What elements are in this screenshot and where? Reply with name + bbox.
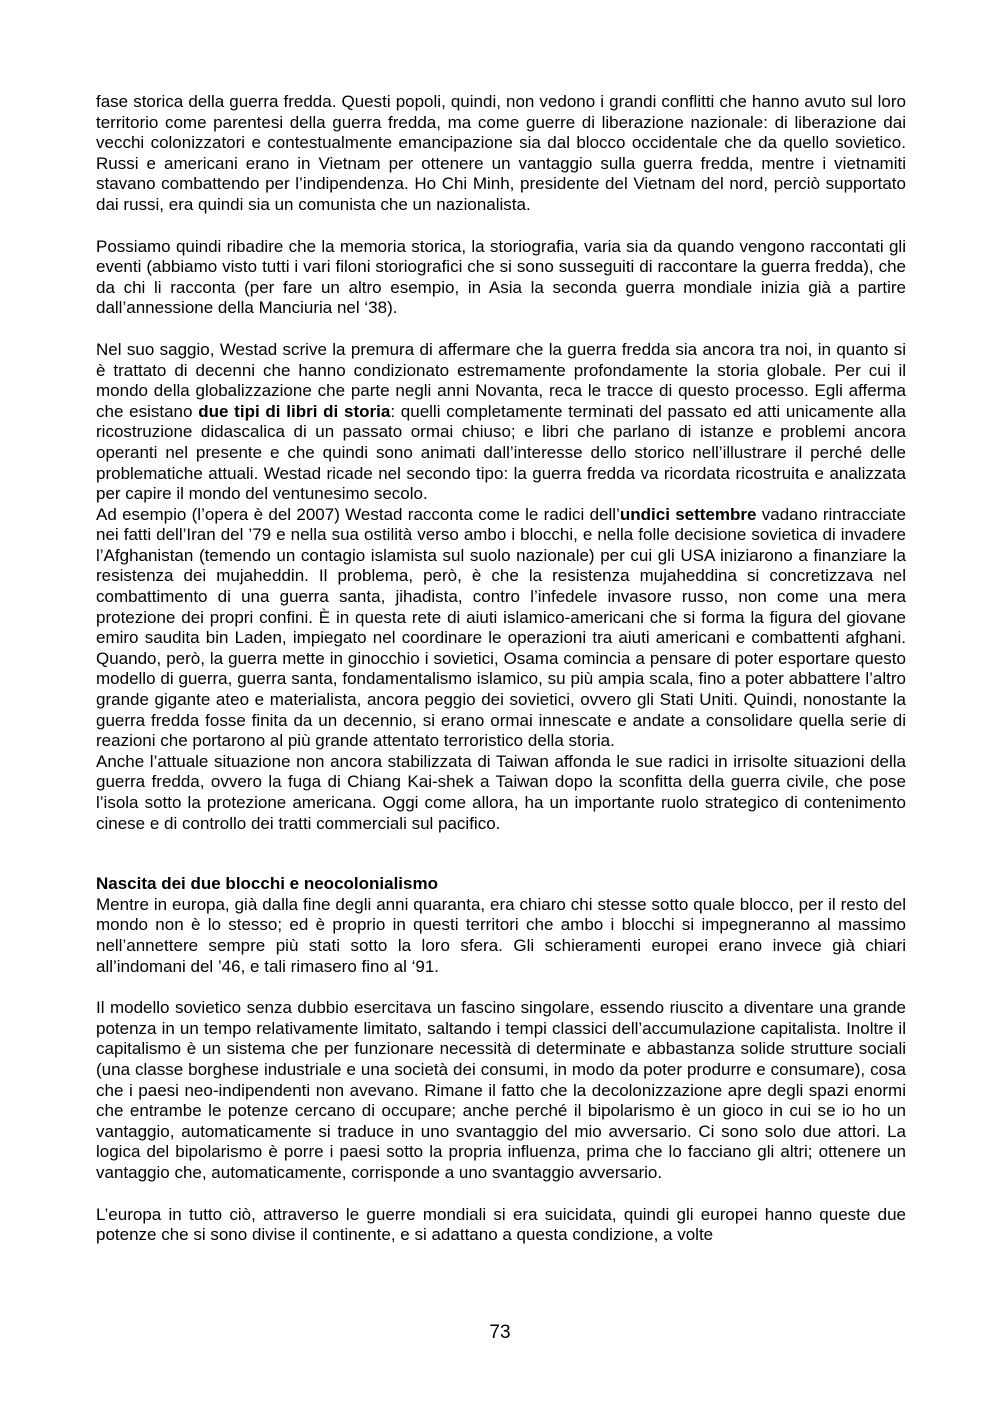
paragraph: Anche l’attuale situazione non ancora stabilizzata di Taiwan affonda le sue radici in irrisolte situazioni della guerra fredda, ovvero la fuga di Chiang Kai-shek a Taiwan dopo la sconfitta della guerra civile, che pose l’isola sotto la protezione americana. Oggi come allora, ha un importante ruolo strategico di contenimento cinese e di controllo dei tratti commerciali sul pacifico. (96, 751, 906, 833)
paragraph-text: : quelli completamente terminati del passato ed atti unicamente alla ricostruzione didascalica di un passato ormai chiuso; e libri che parlano di istanze e problemi ancora operanti nel presente e che quindi sono animati dall’interesse dello storico nell’illustrare il perché delle problematiche attuali. Westad ricade nel secondo tipo: la guerra fredda va ricordata ricostruita e analizzata per capire il mondo del ventunesimo secolo. (96, 401, 906, 504)
paragraph-text: Nel suo saggio, Westad scrive la premura di affermare che la guerra fredda sia ancora tra noi, in quanto si è trattato di decenni che hanno condizionato estremamente profondamente la storia globale. Per cui il mondo della globalizzazione che parte negli anni Novanta, reca le tracce di questo processo. Egli afferma che esistano (96, 339, 906, 421)
section-heading: Nascita dei due blocchi e neocolonialismo (96, 874, 438, 894)
paragraph: Mentre in europa, già dalla fine degli anni quaranta, era chiaro chi stesse sotto quale blocco, per il resto del mondo non è lo stesso; ed è proprio in questi territori che ambo i blocchi si impegneranno al massimo nell’annettere sempre più stati sotto la loro sfera. Gli schieramenti europei erano invece già chiari all’indomani del ’46, e tali rimasero fino al ‘91. (96, 894, 906, 976)
paragraph: Il modello sovietico senza dubbio esercitava un fascino singolare, essendo riuscito a diventare una grande potenza in un tempo relativamente limitato, saltando i tempi classici dell’accumulazione capitalista. Inoltre il capitalismo è un sistema che per funzionare necessità di determinate e abbastanza solide strutture sociali (una classe borghese industriale e una società dei consumi, in modo da poter produrre e consumare), cosa che i paesi neo-indipendenti non avevano. Rimane il fatto che la decolonizzazione apre degli spazi enormi che entrambe le potenze cercano di occupare; anche perché il bipolarismo è un gioco in cui se io ho un vantaggio, automaticamente si traduce in uno svantaggio del mio avversario. Ci sono solo due attori. La logica del bipolarismo è porre i paesi sotto la propria influenza, prima che lo facciano gli altri; ottenere un vantaggio che, automaticamente, corrisponde a uno svantaggio avversario. (96, 998, 906, 1182)
paragraph-text: Ad esempio (l’opera è del 2007) Westad racconta come le radici dell’ (96, 504, 620, 524)
paragraph (96, 505, 906, 752)
paragraph: Possiamo quindi ribadire che la memoria storica, la storiografia, varia sia da quando vengono raccontati gli eventi (abbiamo visto tutti i vari filoni storiografici che si sono susseguiti di raccontare la guerra fredda), che da chi li racconta (per fare un altro esempio, in Asia la seconda guerra mondiale inizia già a partire dall’annessione della Manciuria nel ‘38). (96, 236, 906, 318)
page-number: 73 (489, 1322, 511, 1343)
paragraph: fase storica della guerra fredda. Questi popoli, quindi, non vedono i grandi conflitti che hanno avuto sul loro territorio come parentesi della guerra fredda, ma come guerre di liberazione nazionale: di liberazione dai vecchi colonizzatori e contestualmente emancipazione sia dal blocco occidentale che da quello sovietico. Russi e americani erano in Vietnam per ottenere un vantaggio sulla guerra fredda, mentre i vietnamiti stavano combattendo per l’indipendenza. Ho Chi Minh, presidente del Vietnam del nord, perciò supportato dai russi, era quindi sia un comunista che un nazionalista. (96, 92, 906, 214)
paragraph (96, 340, 906, 505)
bold-emphasis: undici settembre (619, 504, 757, 524)
paragraph: L’europa in tutto ciò, attraverso le guerre mondiali si era suicidata, quindi gli europei hanno queste due potenze che si sono divise il continente, e si adattano a questa condizione, a volte (96, 1204, 906, 1245)
document-page (96, 92, 906, 1246)
bold-emphasis: due tipi di libri di storia (198, 401, 391, 421)
paragraph-text: vadano rintracciate nei fatti dell’Iran del ’79 e nella sua ostilità verso ambo i blocchi, e nella folle decisione sovietica di invadere l’Afghanistan (temendo un contagio islamista sul suolo nazionale) per cui gli USA iniziarono a finanziare la resistenza dei mujaheddin. Il problema, però, è che la resistenza mujaheddina si concretizzava nel combattimento di una guerra santa, jihadista, contro l’infedele invasore russo, non come una mera protezione dei propri confini. È in questa rete di aiuti islamico-americani che si forma la figura del giovane emiro saudita bin Laden, impiegato nel coordinare le operazioni tra aiuti americani e combattenti afghani. Quando, però, la guerra mette in ginocchio i sovietici, Osama comincia a pensare di poter esportare questo modello di guerra, guerra santa, fondamentalismo islamico, su più ampia scala, fino a poter abbattere l’altro grande gigante ateo e materialista, ancora peggio dei sovietici, ovvero gli Stati Uniti. Quindi, nonostante la guerra fredda fosse finita da un decennio, si erano ormai innescate e andate a consolidare quella serie di reazioni che portarono al più grande attentato terroristico della storia. (96, 504, 906, 751)
